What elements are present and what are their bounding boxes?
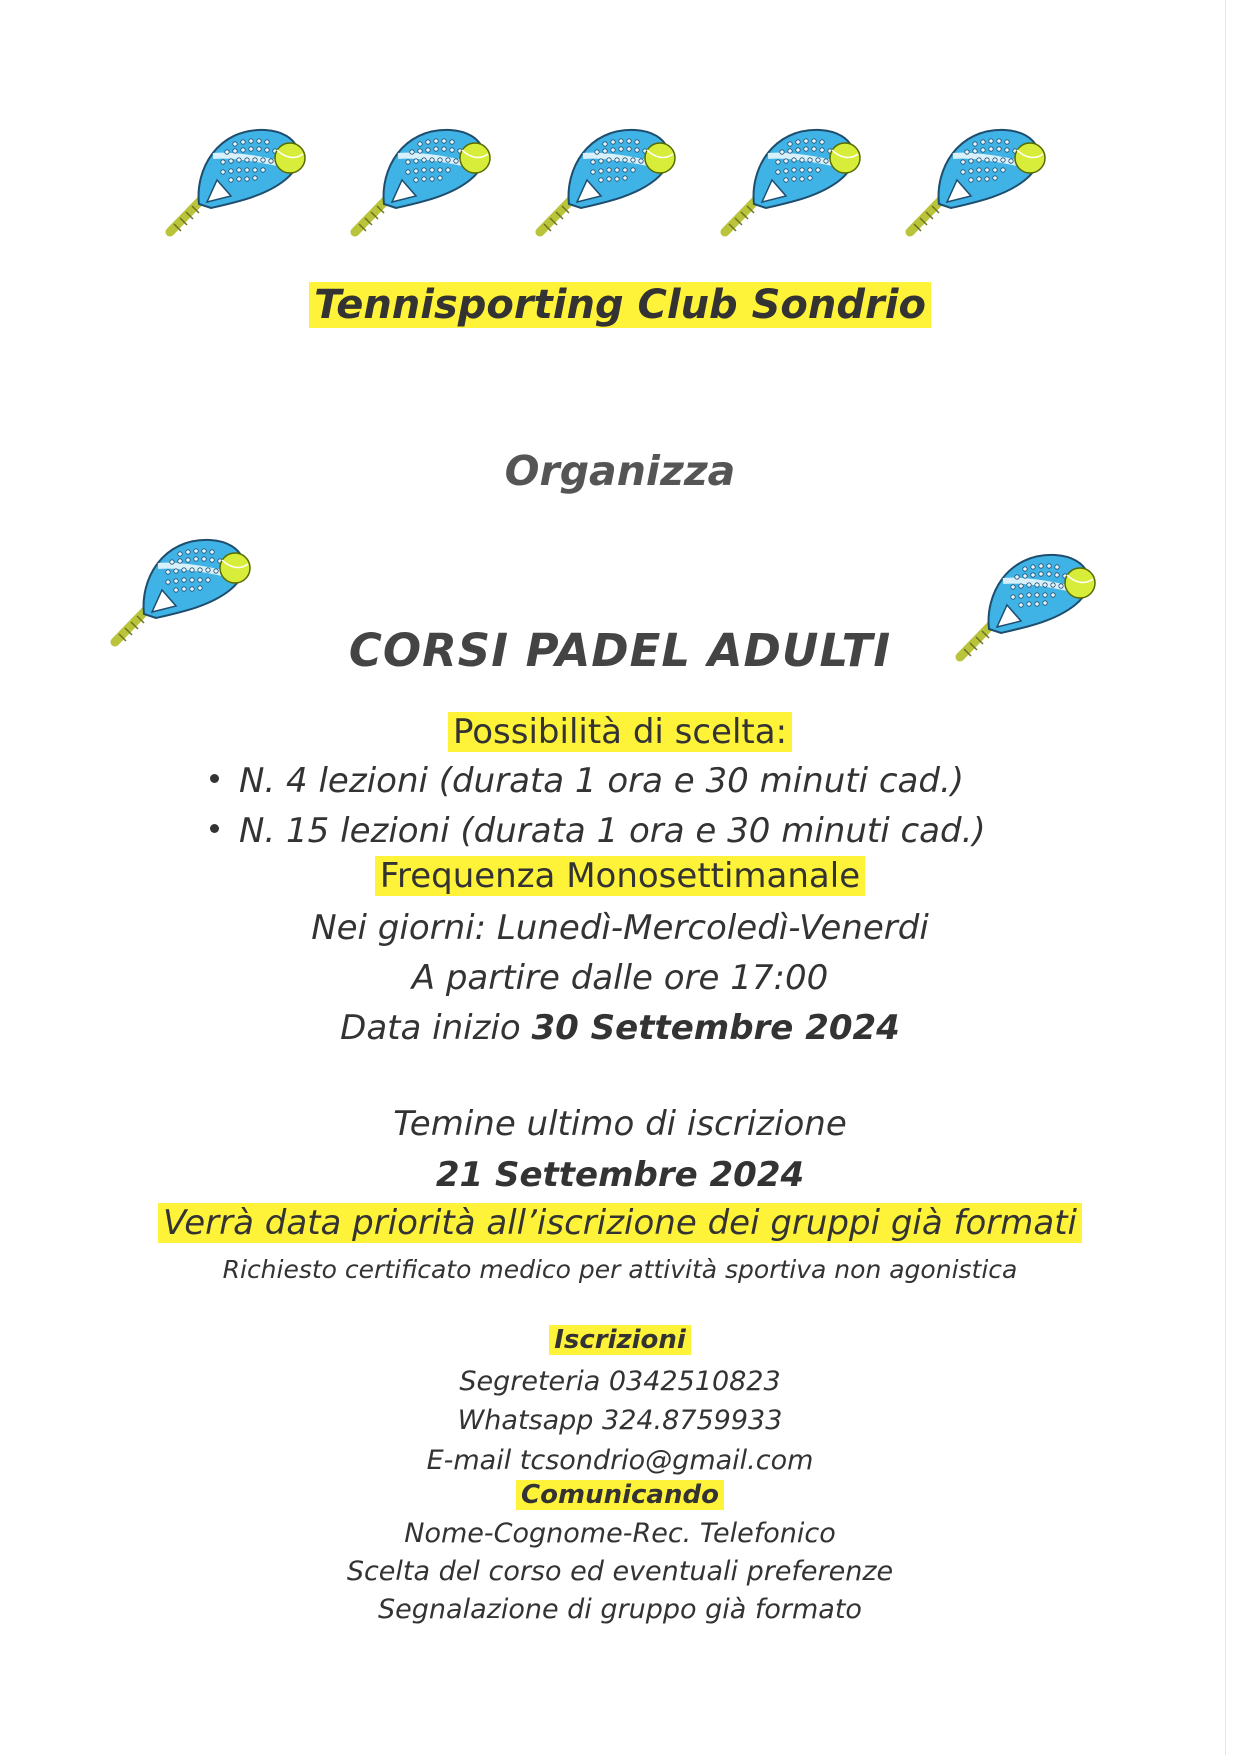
- frequency: [0, 856, 1240, 896]
- communicating-item: Scelta del corso ed eventuali preferenze: [346, 1556, 894, 1587]
- options-heading: [0, 712, 1240, 752]
- email-contact: E-mail tcsondrio@gmail.com: [426, 1445, 814, 1476]
- deadline-label: Temine ultimo di iscrizione: [393, 1104, 847, 1144]
- organizza-heading: Organizza: [504, 447, 736, 495]
- start-date-value: 30 Settembre 2024: [531, 1008, 900, 1048]
- start-date-line: [0, 1008, 1240, 1048]
- registration-heading-text: Iscrizioni: [549, 1325, 691, 1355]
- padel-racket-icon: [535, 120, 685, 235]
- start-time-line: A partire dalle ore 17:00: [411, 958, 829, 998]
- communicating-heading-text: Comunicando: [516, 1480, 724, 1510]
- registration-heading: [0, 1325, 1240, 1355]
- padel-racket-icon: [350, 120, 500, 235]
- deadline-date: 21 Settembre 2024: [435, 1155, 805, 1195]
- options-list: [200, 758, 1100, 858]
- bullet-icon: [210, 824, 219, 833]
- priority-note-text: Verrà data priorità all’iscrizione dei gruppi già formati: [158, 1203, 1082, 1243]
- certificate-note: Richiesto certificato medico per attività sportiva non agonistica: [222, 1255, 1018, 1284]
- secretary-phone: Segreteria 0342510823: [459, 1366, 781, 1397]
- communicating-heading: [0, 1480, 1240, 1510]
- start-date-label: Data inizio: [340, 1008, 521, 1048]
- bullet-icon: [210, 774, 219, 783]
- club-name: [0, 282, 1240, 328]
- frequency-text: Frequenza Monosettimanale: [375, 856, 865, 896]
- option-text: N. 15 lezioni (durata 1 ora e 30 minuti cad.): [239, 811, 986, 851]
- course-title: CORSI PADEL ADULTI: [348, 624, 892, 677]
- list-item: [200, 808, 1100, 858]
- padel-racket-icon: [165, 120, 315, 235]
- communicating-item: Segnalazione di gruppo già formato: [378, 1594, 862, 1625]
- priority-note: [0, 1203, 1240, 1243]
- padel-racket-icon: [905, 120, 1055, 235]
- whatsapp-number: Whatsapp 324.8759933: [457, 1405, 783, 1436]
- club-name-text: Tennisporting Club Sondrio: [309, 282, 931, 328]
- days-line: Nei giorni: Lunedì-Mercoledì-Venerdi: [311, 908, 929, 948]
- padel-racket-icon: [720, 120, 870, 235]
- option-text: N. 4 lezioni (durata 1 ora e 30 minuti cad.): [239, 761, 965, 801]
- list-item: [200, 758, 1100, 808]
- communicating-item: Nome-Cognome-Rec. Telefonico: [404, 1518, 836, 1549]
- options-heading-text: Possibilità di scelta:: [448, 712, 792, 752]
